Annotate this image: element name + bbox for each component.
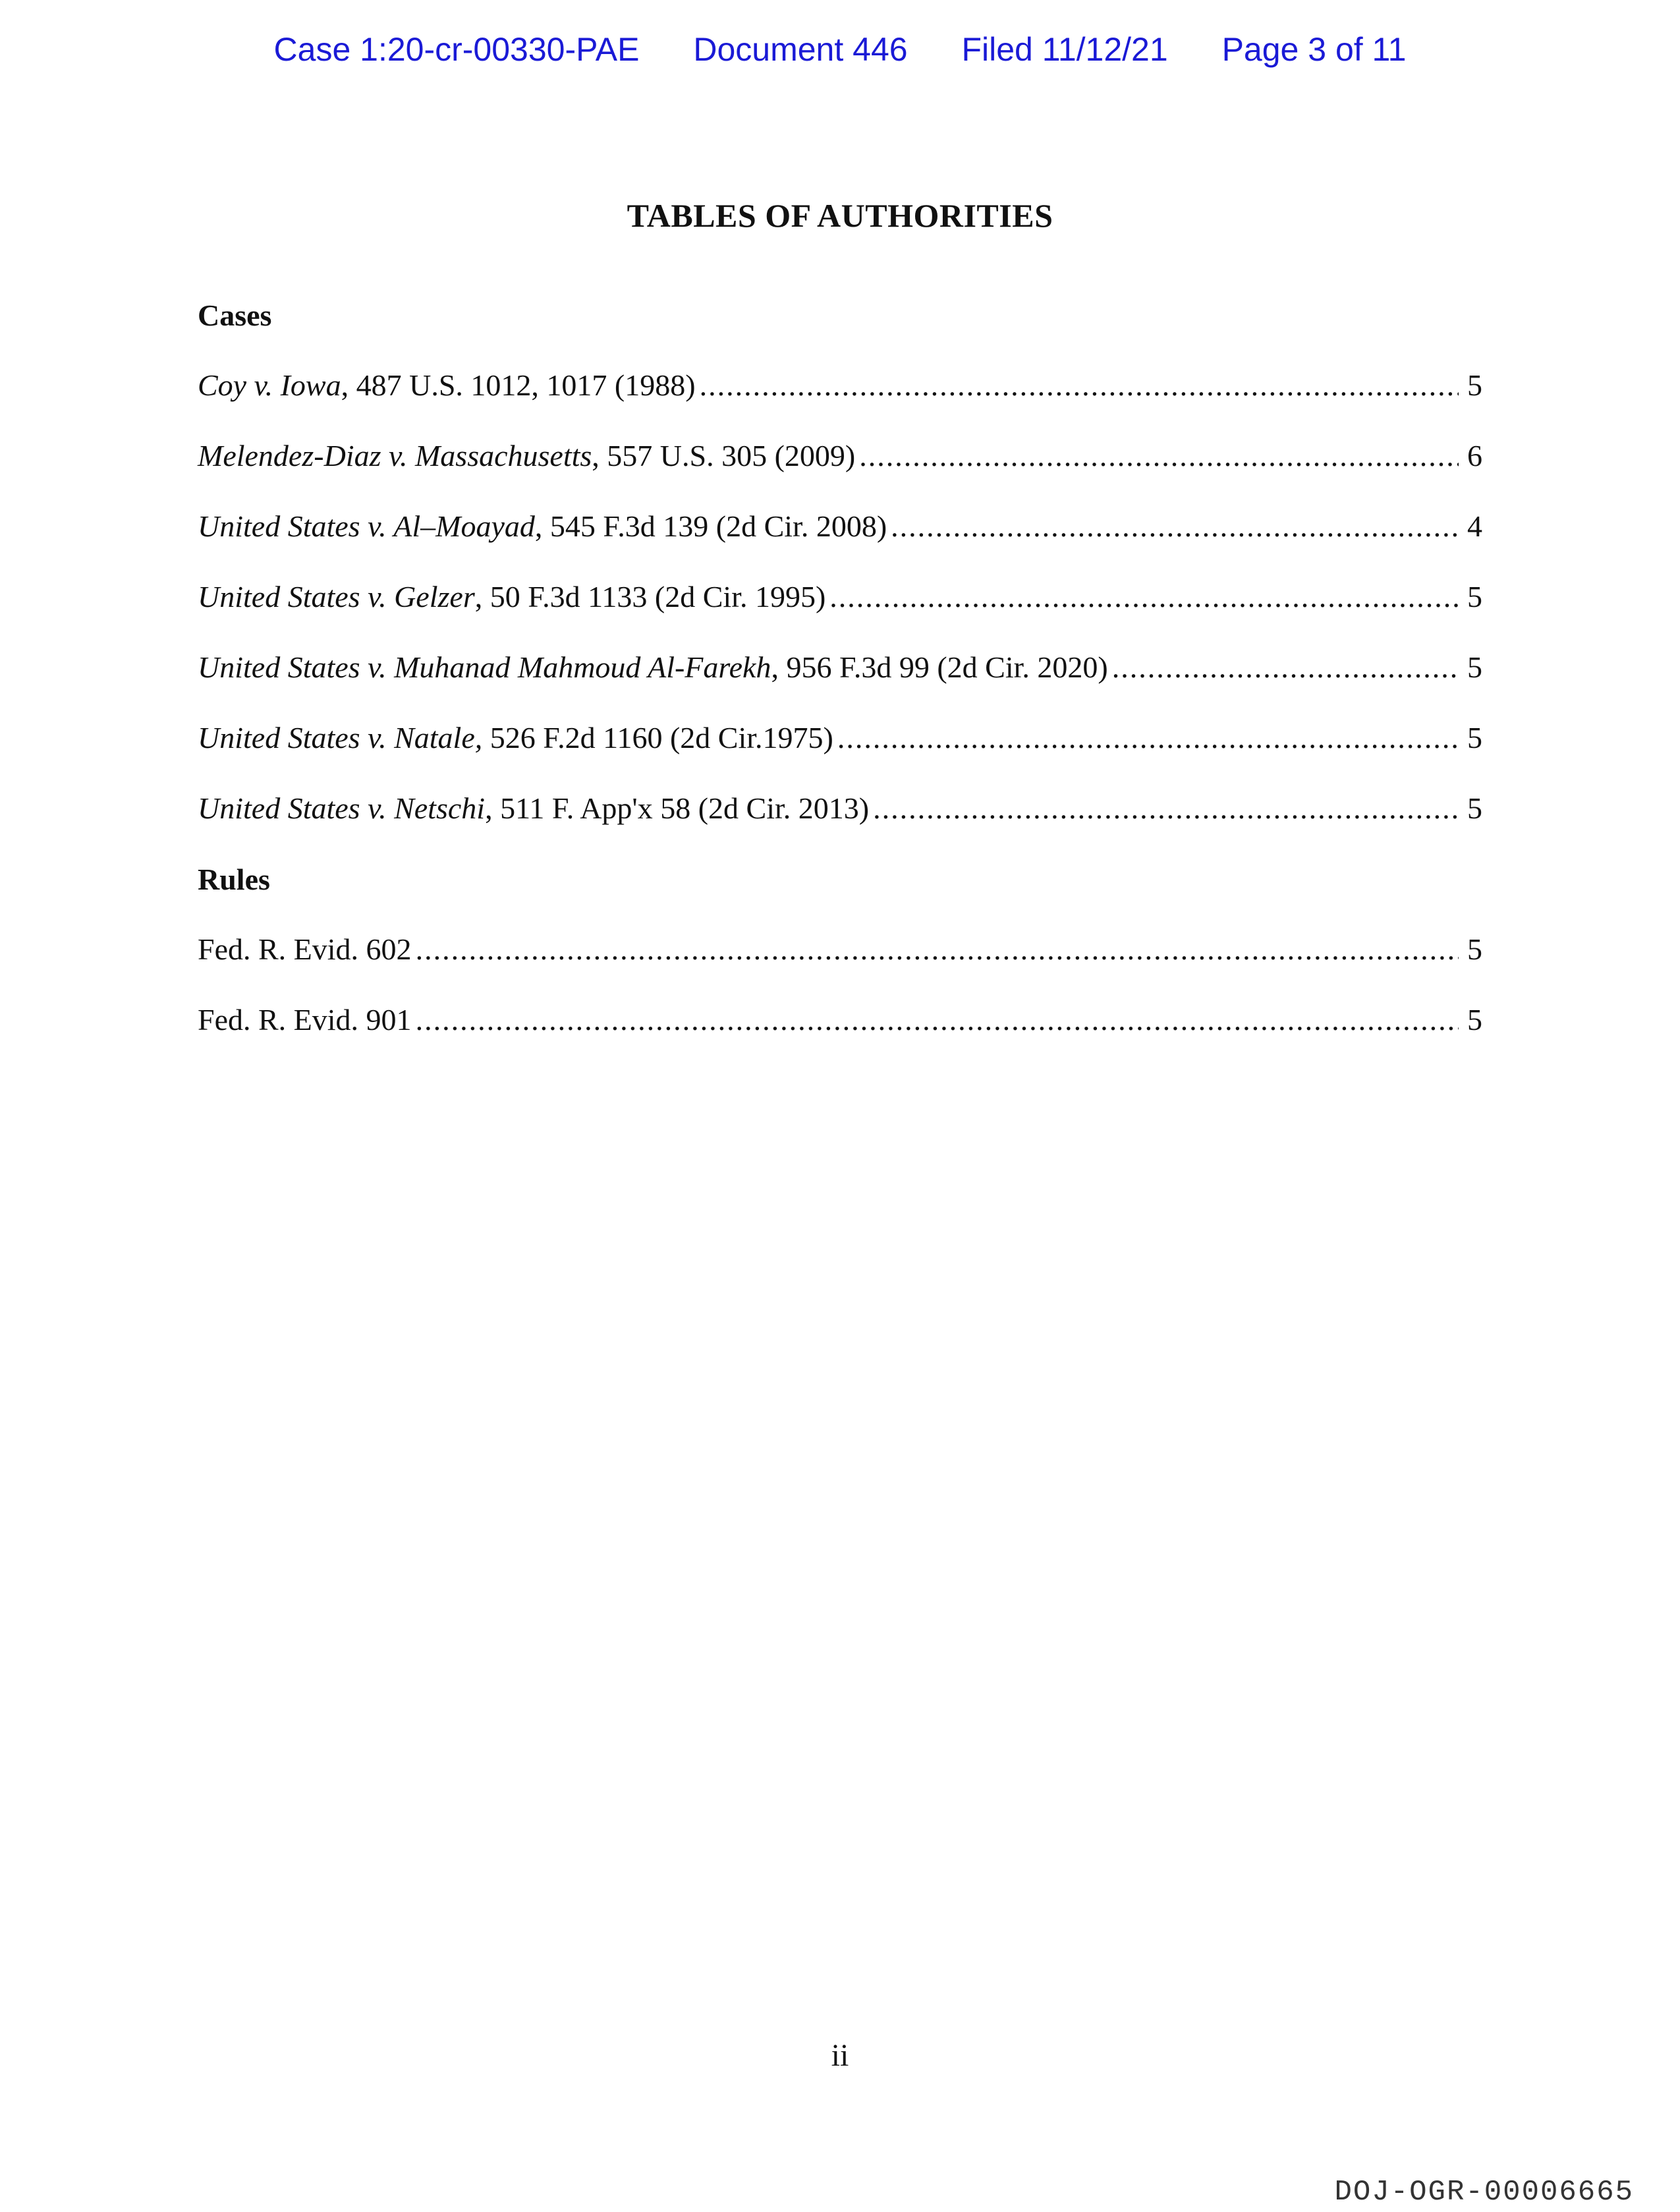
toc-entry-case [198,720,1482,755]
toc-entry-case [198,509,1482,544]
dot-leader [829,579,1459,614]
rule-name: Fed. R. Evid. 602 [198,932,412,966]
toc-entry-rule [198,1002,1482,1037]
page-number: ii [831,2038,849,2073]
case-cite: , 956 F.3d 99 (2d Cir. 2020) [771,650,1108,684]
toc-page-ref: 5 [1467,932,1482,966]
case-cite: , 50 F.3d 1133 (2d Cir. 1995) [474,580,826,613]
case-name: United States v. Al–Moayad [198,509,535,543]
dot-leader [873,791,1459,826]
case-name: United States v. Gelzer [198,580,475,613]
citation [198,579,826,614]
dot-leader [1112,650,1459,685]
case-name: Coy v. Iowa [198,368,341,402]
toc-page-ref: 6 [1467,439,1482,472]
case-name: United States v. Muhanad Mahmoud Al-Farekh [198,650,771,684]
rule-name: Fed. R. Evid. 901 [198,1003,412,1036]
citation [198,368,696,403]
rules-heading: Rules [198,863,270,896]
dot-leader [859,438,1459,473]
toc-page-ref: 4 [1467,509,1482,543]
page-title: TABLES OF AUTHORITIES [627,197,1053,234]
ecf-header [0,30,1680,69]
case-cite: , 487 U.S. 1012, 1017 (1988) [341,368,696,402]
citation [198,509,887,544]
toc-page-ref: 5 [1467,791,1482,825]
case-name: Melendez-Diaz v. Massachusetts [198,439,592,472]
cases-heading: Cases [198,298,272,332]
toc-entry-case [198,438,1482,473]
case-cite: 526 F.2d 1160 (2d Cir.1975) [482,721,833,754]
dot-leader [891,509,1459,544]
toc-entry-case [198,650,1482,685]
toc-page-ref: 5 [1467,368,1482,402]
case-number: Case 1:20-cr-00330-PAE [273,31,640,68]
dot-leader [416,932,1459,967]
page-of-total: Page 3 of 11 [1221,31,1407,68]
toc-entry-rule [198,932,1482,967]
dot-leader [837,720,1459,755]
citation [198,791,869,826]
toc-entry-case [198,791,1482,826]
toc-entry-case [198,368,1482,403]
toc-page-ref: 5 [1467,650,1482,684]
bates-number: DOJ-OGR-00006665 [1334,2176,1634,2209]
toc-page-ref: 5 [1467,721,1482,754]
case-name: United States v. Natale, [198,721,483,754]
case-cite: , 545 F.3d 139 (2d Cir. 2008) [534,509,887,543]
case-cite: , 511 F. App'x 58 (2d Cir. 2013) [485,791,870,825]
toc-page-ref: 5 [1467,580,1482,613]
dot-leader [700,368,1459,403]
filed-date: Filed 11/12/21 [961,31,1168,68]
citation [198,650,1108,685]
toc-entry-case [198,579,1482,614]
document-number: Document 446 [693,31,908,68]
citation [198,438,855,473]
case-cite: , 557 U.S. 305 (2009) [592,439,856,472]
citation [198,720,833,755]
toc-page-ref: 5 [1467,1003,1482,1036]
case-name: United States v. Netschi [198,791,486,825]
dot-leader [416,1002,1459,1037]
